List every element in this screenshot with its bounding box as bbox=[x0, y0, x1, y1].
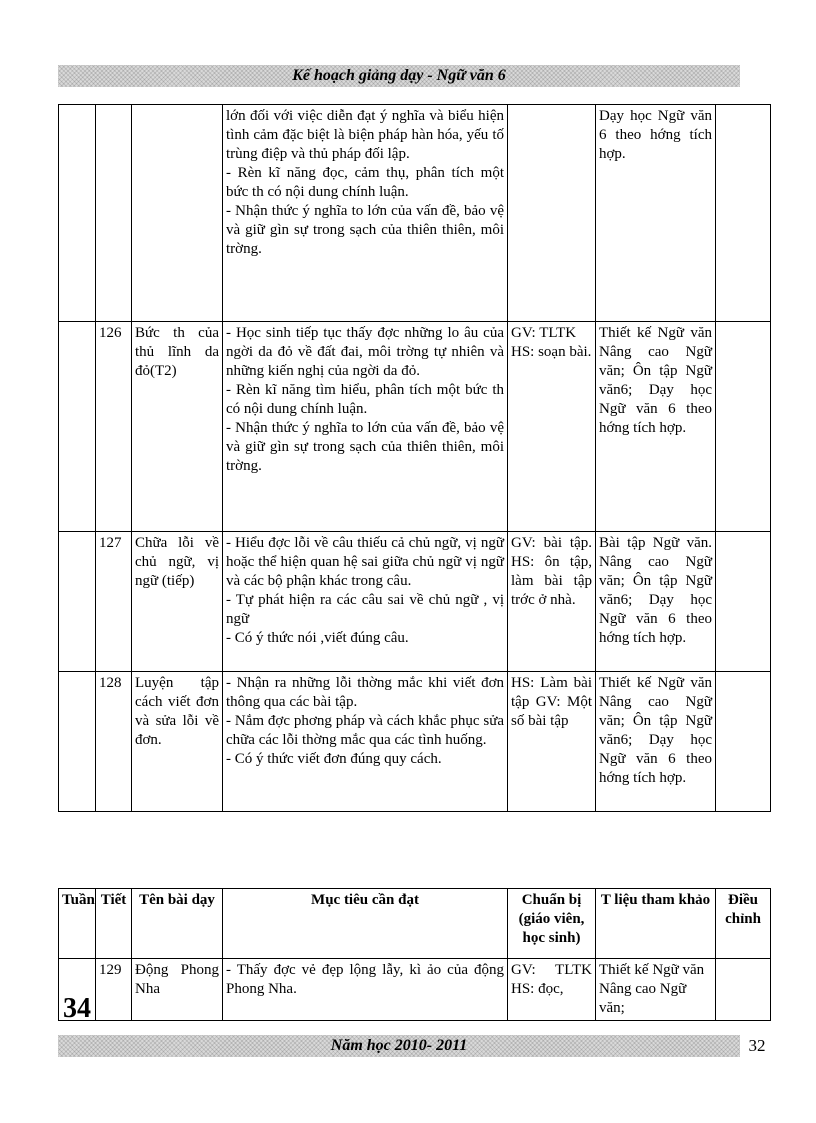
header-period: Tiết bbox=[96, 889, 132, 959]
period-cell: 128 bbox=[96, 672, 132, 812]
page-number: 32 bbox=[748, 1036, 766, 1055]
objective-line: - Nhận thức ý nghĩa to lớn của vấn đề, bảo vệ và giữ gìn sự trong sạch của thiên thiên, môi trờng. bbox=[226, 203, 504, 257]
lesson-cell bbox=[132, 105, 223, 322]
objective-line: - Rèn kĩ năng tìm hiểu, phân tích một bức th có nội dung chính luận. bbox=[226, 382, 504, 417]
preparation-cell: HS: Làm bài tập GV: Một số bài tập bbox=[508, 672, 596, 812]
header-week: Tuần bbox=[59, 889, 96, 959]
references-cell: Thiết kế Ngữ văn Nâng cao Ngữ văn; bbox=[596, 959, 716, 1021]
table-row bbox=[59, 959, 771, 1021]
period-cell: 127 bbox=[96, 532, 132, 672]
objective-line: - Học sinh tiếp tục thấy đợc những lo âu của ngời da đỏ về đất đai, môi trờng tự nhiên và những kiến nghị của ngời da đỏ. bbox=[226, 325, 504, 379]
references-cell: Thiết kế Ngữ văn Nâng cao Ngữ văn; Ôn tập Ngữ văn6; Dạy học Ngữ văn 6 theo hớng tích hợp. bbox=[596, 672, 716, 812]
preparation-cell: GV: bài tập. HS: ôn tập, làm bài tập trớc ở nhà. bbox=[508, 532, 596, 672]
preparation-cell: GV: TLTK HS: soạn bài. bbox=[508, 322, 596, 532]
lesson-cell: Bức th của thủ lĩnh da đỏ(T2) bbox=[132, 322, 223, 532]
objective-line: - Nhận thức ý nghĩa to lớn của vấn đề, bảo vệ và giữ gìn sự trong sạch của thiên thiên, môi trờng. bbox=[226, 420, 504, 474]
footer-text: Năm học 2010- 2011 bbox=[330, 1037, 468, 1054]
adjust-cell bbox=[716, 532, 771, 672]
objective-line: - Tự phát hiện ra các câu sai về chủ ngữ , vị ngữ bbox=[226, 592, 504, 627]
adjust-cell bbox=[716, 105, 771, 322]
period-cell: 126 bbox=[96, 322, 132, 532]
week-cell bbox=[59, 322, 96, 532]
header-adjust: Điều chỉnh bbox=[716, 889, 771, 959]
header-references: T liệu tham khảo bbox=[596, 889, 716, 959]
period-cell bbox=[96, 105, 132, 322]
header-objectives: Mục tiêu cần đạt bbox=[223, 889, 508, 959]
table-header-row bbox=[59, 889, 771, 959]
table-row bbox=[59, 105, 771, 322]
objective-line: - Nắm đợc phơng pháp và cách khắc phục sửa chữa các lỗi thờng mắc qua các tình huống. bbox=[226, 713, 504, 748]
table-row bbox=[59, 322, 771, 532]
objective-line: - Rèn kĩ năng đọc, cảm thụ, phân tích một bức th có nội dung chính luận. bbox=[226, 165, 504, 200]
header-band bbox=[58, 65, 740, 87]
references-cell: Bài tập Ngữ văn. Nâng cao Ngữ văn; Ôn tập Ngữ văn6; Dạy học Ngữ văn 6 theo hớng tích hợp. bbox=[596, 532, 716, 672]
objectives-cell bbox=[223, 322, 508, 532]
references-cell: Dạy học Ngữ văn 6 theo hớng tích hợp. bbox=[596, 105, 716, 322]
adjust-cell bbox=[716, 672, 771, 812]
week-cell bbox=[59, 105, 96, 322]
table-row bbox=[59, 532, 771, 672]
period-cell: 129 bbox=[96, 959, 132, 1021]
preparation-cell: GV: TLTK HS: đọc, bbox=[508, 959, 596, 1021]
preparation-cell bbox=[508, 105, 596, 322]
week-cell bbox=[59, 532, 96, 672]
objectives-cell: - Thấy đợc vẻ đẹp lộng lẫy, kì ảo của động Phong Nha. bbox=[223, 959, 508, 1021]
header-preparation: Chuẩn bị (giáo viên, học sinh) bbox=[508, 889, 596, 959]
objective-line: lớn đối với việc diễn đạt ý nghĩa và biểu hiện tình cảm đặc biệt là biện pháp hàn hóa, yếu tố trùng điệp và thủ pháp đối lập. bbox=[226, 108, 504, 162]
lesson-plan-table-next bbox=[58, 888, 771, 1021]
table-row bbox=[59, 672, 771, 812]
objectives-cell bbox=[223, 105, 508, 322]
objective-line: - Có ý thức nói ,viết đúng câu. bbox=[226, 630, 409, 646]
lesson-plan-table bbox=[58, 104, 771, 812]
header-lesson: Tên bài dạy bbox=[132, 889, 223, 959]
objective-line: - Nhận ra những lỗi thờng mắc khi viết đơn thông qua các bài tập. bbox=[226, 675, 504, 710]
lesson-cell: Luyện tập cách viết đơn và sửa lỗi về đơn. bbox=[132, 672, 223, 812]
objective-line: - Có ý thức viết đơn đúng quy cách. bbox=[226, 751, 442, 767]
adjust-cell bbox=[716, 322, 771, 532]
objectives-cell bbox=[223, 532, 508, 672]
week-cell: 34 bbox=[59, 959, 96, 1021]
week-cell bbox=[59, 672, 96, 812]
objective-line: - Hiểu đợc lỗi về câu thiếu cả chủ ngữ, vị ngữ hoặc thể hiện quan hệ sai giữa chủ ngữ vị ngữ và các bộ phận khác trong câu. bbox=[226, 535, 504, 589]
lesson-cell: Động Phong Nha bbox=[132, 959, 223, 1021]
lesson-cell: Chữa lỗi về chủ ngữ, vị ngữ (tiếp) bbox=[132, 532, 223, 672]
footer-band bbox=[58, 1035, 740, 1057]
references-cell: Thiết kế Ngữ văn Nâng cao Ngữ văn; Ôn tập Ngữ văn6; Dạy học Ngữ văn 6 theo hớng tích hợp. bbox=[596, 322, 716, 532]
header-title: Kế hoạch giảng dạy - Ngữ văn 6 bbox=[292, 67, 506, 84]
adjust-cell bbox=[716, 959, 771, 1021]
objectives-cell bbox=[223, 672, 508, 812]
